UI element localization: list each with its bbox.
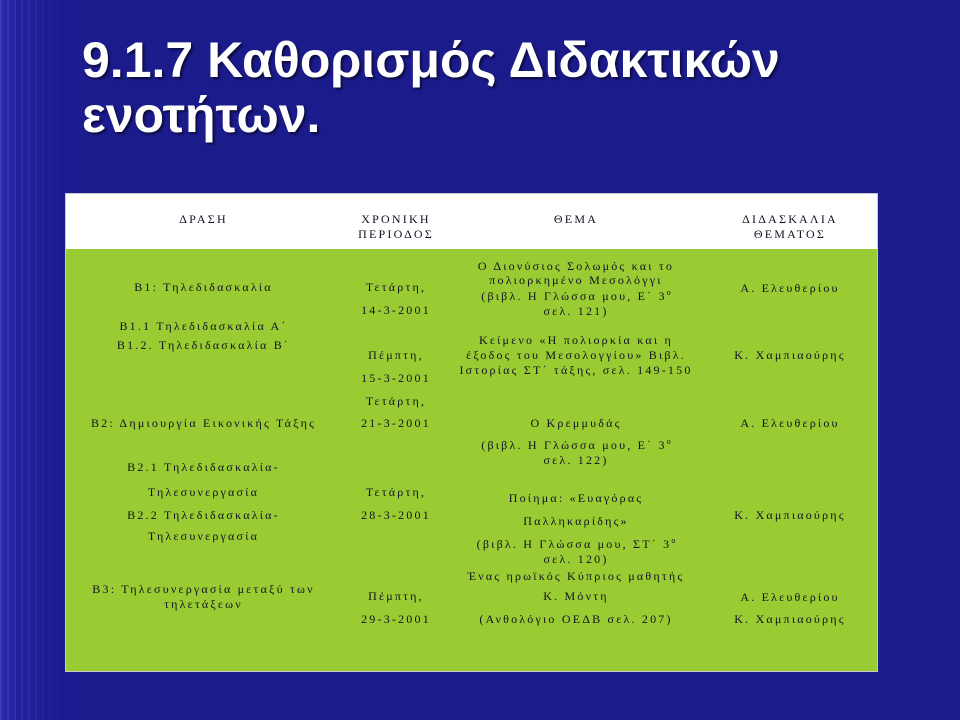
column-teacher — [701, 194, 879, 671]
topic-line: Ένας ηρωϊκός Κύπριος μαθητής — [467, 569, 685, 583]
period-line: Πέμπτη, — [368, 348, 424, 362]
topic-line: Ποίημα: «Ευαγόρας — [508, 491, 644, 505]
decorative-stripes — [0, 0, 64, 720]
action-line: Β3: Τηλεσυνεργασία μεταξύ των — [92, 582, 315, 596]
period-line: Πέμπτη, — [368, 589, 424, 603]
action-line: Β1.2. Τηλεδιδασκαλία Β΄ — [116, 338, 291, 352]
header-teacher: ΘΕΜΑΤΟΣ — [753, 227, 827, 241]
topic-line: Κ. Μόντη — [543, 589, 609, 603]
slide-title: 9.1.7 Καθορισμός Διδακτικών ενοτήτων. — [82, 32, 780, 143]
action-line: Τηλεσυνεργασία — [147, 529, 260, 543]
superscript: ο — [671, 536, 676, 545]
column-action — [66, 194, 341, 671]
header-action: ΔΡΑΣΗ — [179, 212, 228, 226]
teacher-line: Κ. Χαμπιαούρης — [734, 612, 846, 626]
action-line: Β1.1 Τηλεδιδασκαλία Α΄ — [119, 319, 288, 333]
topic-line: (Ανθολόγιο ΟΕΔΒ σελ. 207) — [479, 612, 673, 626]
period-line: 28-3-2001 — [361, 508, 431, 522]
teacher-line: Α. Ελευθερίου — [740, 281, 840, 295]
topic-line-text: (βιβλ. Η Γλώσσα μου, ΣΤ΄ 3 — [476, 537, 672, 551]
topic-line: Ο Διονύσιος Σολωμός και το — [477, 259, 675, 273]
topic-line — [481, 289, 671, 305]
teacher-line: Α. Ελευθερίου — [740, 416, 840, 430]
period-line: Τετάρτη, — [365, 485, 427, 499]
period-line: Τετάρτη, — [365, 394, 427, 408]
topic-line — [481, 438, 671, 454]
action-line: Τηλεσυνεργασία — [147, 485, 260, 499]
topic-line-text: (βιβλ. Η Γλώσσα μου, Ε΄ 3 — [481, 438, 667, 452]
column-topic — [451, 194, 701, 671]
header-teacher: ΔΙΔΑΣΚΑΛΙΑ — [742, 212, 838, 226]
teacher-line: Α. Ελευθερίου — [740, 590, 840, 604]
topic-line: Κείμενο «Η πολιορκία και η — [479, 333, 673, 347]
schedule-table — [65, 193, 878, 672]
period-line: 29-3-2001 — [361, 612, 431, 626]
action-line: Β1: Τηλεδιδασκαλία — [134, 280, 273, 294]
header-topic: ΘΕΜΑ — [553, 212, 599, 226]
topic-line: σελ. 120) — [543, 552, 609, 566]
topic-line — [477, 537, 676, 553]
teacher-line: Κ. Χαμπιαούρης — [734, 348, 846, 362]
topic-line: Παλληκαρίδης» — [523, 514, 629, 528]
topic-line: σελ. 122) — [543, 453, 609, 467]
teacher-line: Κ. Χαμπιαούρης — [734, 508, 846, 522]
period-line: 21-3-2001 — [361, 416, 431, 430]
topic-line: έξοδος του Μεσολογγίου» Βιβλ. — [466, 348, 686, 362]
period-line: 14-3-2001 — [361, 303, 431, 317]
period-line: Τετάρτη, — [365, 280, 427, 294]
action-line: Β2.2 Τηλεδιδασκαλία- — [127, 508, 280, 522]
superscript: ο — [666, 437, 671, 446]
header-period: ΧΡΟΝΙΚΗ — [361, 212, 431, 226]
action-line: τηλετάξεων — [164, 597, 243, 611]
topic-line: πολιορκημένο Μεσολόγγι — [489, 273, 663, 287]
header-period: ΠΕΡΙΟΔΟΣ — [358, 227, 434, 241]
action-line: Β2: Δημιουργία Εικονικής Τάξης — [90, 416, 317, 430]
topic-line: Ο Κρεμμυδάς — [530, 416, 622, 430]
period-line: 15-3-2001 — [361, 371, 431, 385]
superscript: ο — [666, 288, 671, 297]
action-line: Β2.1 Τηλεδιδασκαλία- — [127, 460, 280, 474]
topic-line: σελ. 121) — [543, 304, 609, 318]
topic-line: Ιστορίας ΣΤ΄ τάξης, σελ. 149-150 — [459, 363, 693, 377]
topic-line-text: (βιβλ. Η Γλώσσα μου, Ε΄ 3 — [481, 289, 667, 303]
column-period — [341, 194, 451, 671]
